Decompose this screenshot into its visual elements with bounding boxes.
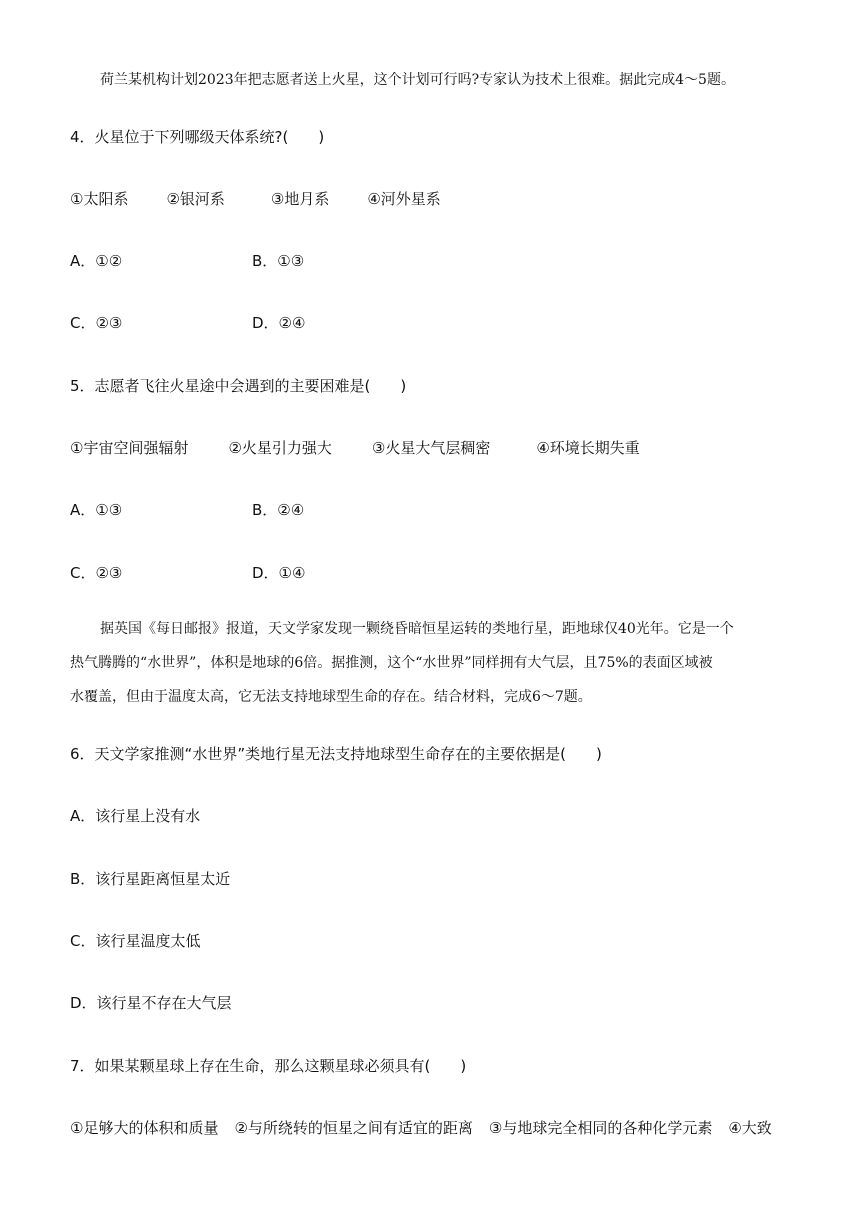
q5-option-a: A．①③ [70,501,123,519]
q6-option-b: B．该行星距离恒星太近 [70,870,231,888]
question-5-items [70,438,640,458]
q4-item-3: ③地月系 [270,190,330,208]
q4-option-d: D．②④ [252,314,306,332]
question-4-items [70,189,441,209]
q6-option-d: D．该行星不存在大气层 [70,994,232,1012]
q4-option-b: B．①③ [252,252,305,270]
q4-option-c: C．②③ [70,314,123,332]
q7-item-3: ③与地球完全相同的各种化学元素 [488,1119,713,1137]
question-7-items [70,1118,772,1138]
q4-item-1: ①太阳系 [70,190,129,208]
q6-option-c: C．该行星温度太低 [70,932,201,950]
q4-item-4: ④河外星系 [367,190,441,208]
question-7-stem: 7．如果某颗星球上存在生命，那么这颗星球必须具有( ) [70,1057,467,1075]
q6-option-a: A．该行星上没有水 [70,807,201,825]
intro-paragraph-2-line-1: 据英国《每日邮报》报道，天文学家发现一颗绕昏暗恒星运转的类地行星，距地球仅40光年。它是一个 [100,621,734,637]
intro-paragraph-2-line-3: 水覆盖，但由于温度太高，它无法支持地球型生命的存在。结合材料，完成6～7题。 [70,689,592,705]
q7-item-1: ①足够大的体积和质量 [70,1119,219,1137]
q5-option-b: B．②④ [252,501,305,519]
question-4-stem: 4．火星位于下列哪级天体系统?( ) [70,128,325,146]
q7-item-2: ②与所绕转的恒星之间有适宜的距离 [234,1119,473,1137]
q7-item-4: ④大致 [728,1119,772,1137]
q5-item-1: ①宇宙空间强辐射 [70,439,189,457]
q5-item-2: ②火星引力强大 [228,439,332,457]
question-6-stem: 6．天文学家推测“水世界”类地行星无法支持地球型生命存在的主要依据是( ) [70,745,602,763]
question-5-stem: 5．志愿者飞往火星途中会遇到的主要困难是( ) [70,377,407,395]
q5-option-c: C．②③ [70,564,123,582]
q5-option-d: D．①④ [252,564,306,582]
q5-item-3: ③火星大气层稠密 [371,439,491,457]
q4-option-a: A．①② [70,252,123,270]
q4-item-2: ②银河系 [166,190,225,208]
q5-item-4: ④环境长期失重 [536,439,640,457]
intro-paragraph-2-line-2: 热气腾腾的“水世界”，体积是地球的6倍。据推测，这个“水世界”同样拥有大气层，且75%的表面区域被 [70,655,713,671]
intro-paragraph-1: 荷兰某机构计划2023年把志愿者送上火星，这个计划可行吗?专家认为技术上很难。据此完成4～5题。 [100,72,735,88]
